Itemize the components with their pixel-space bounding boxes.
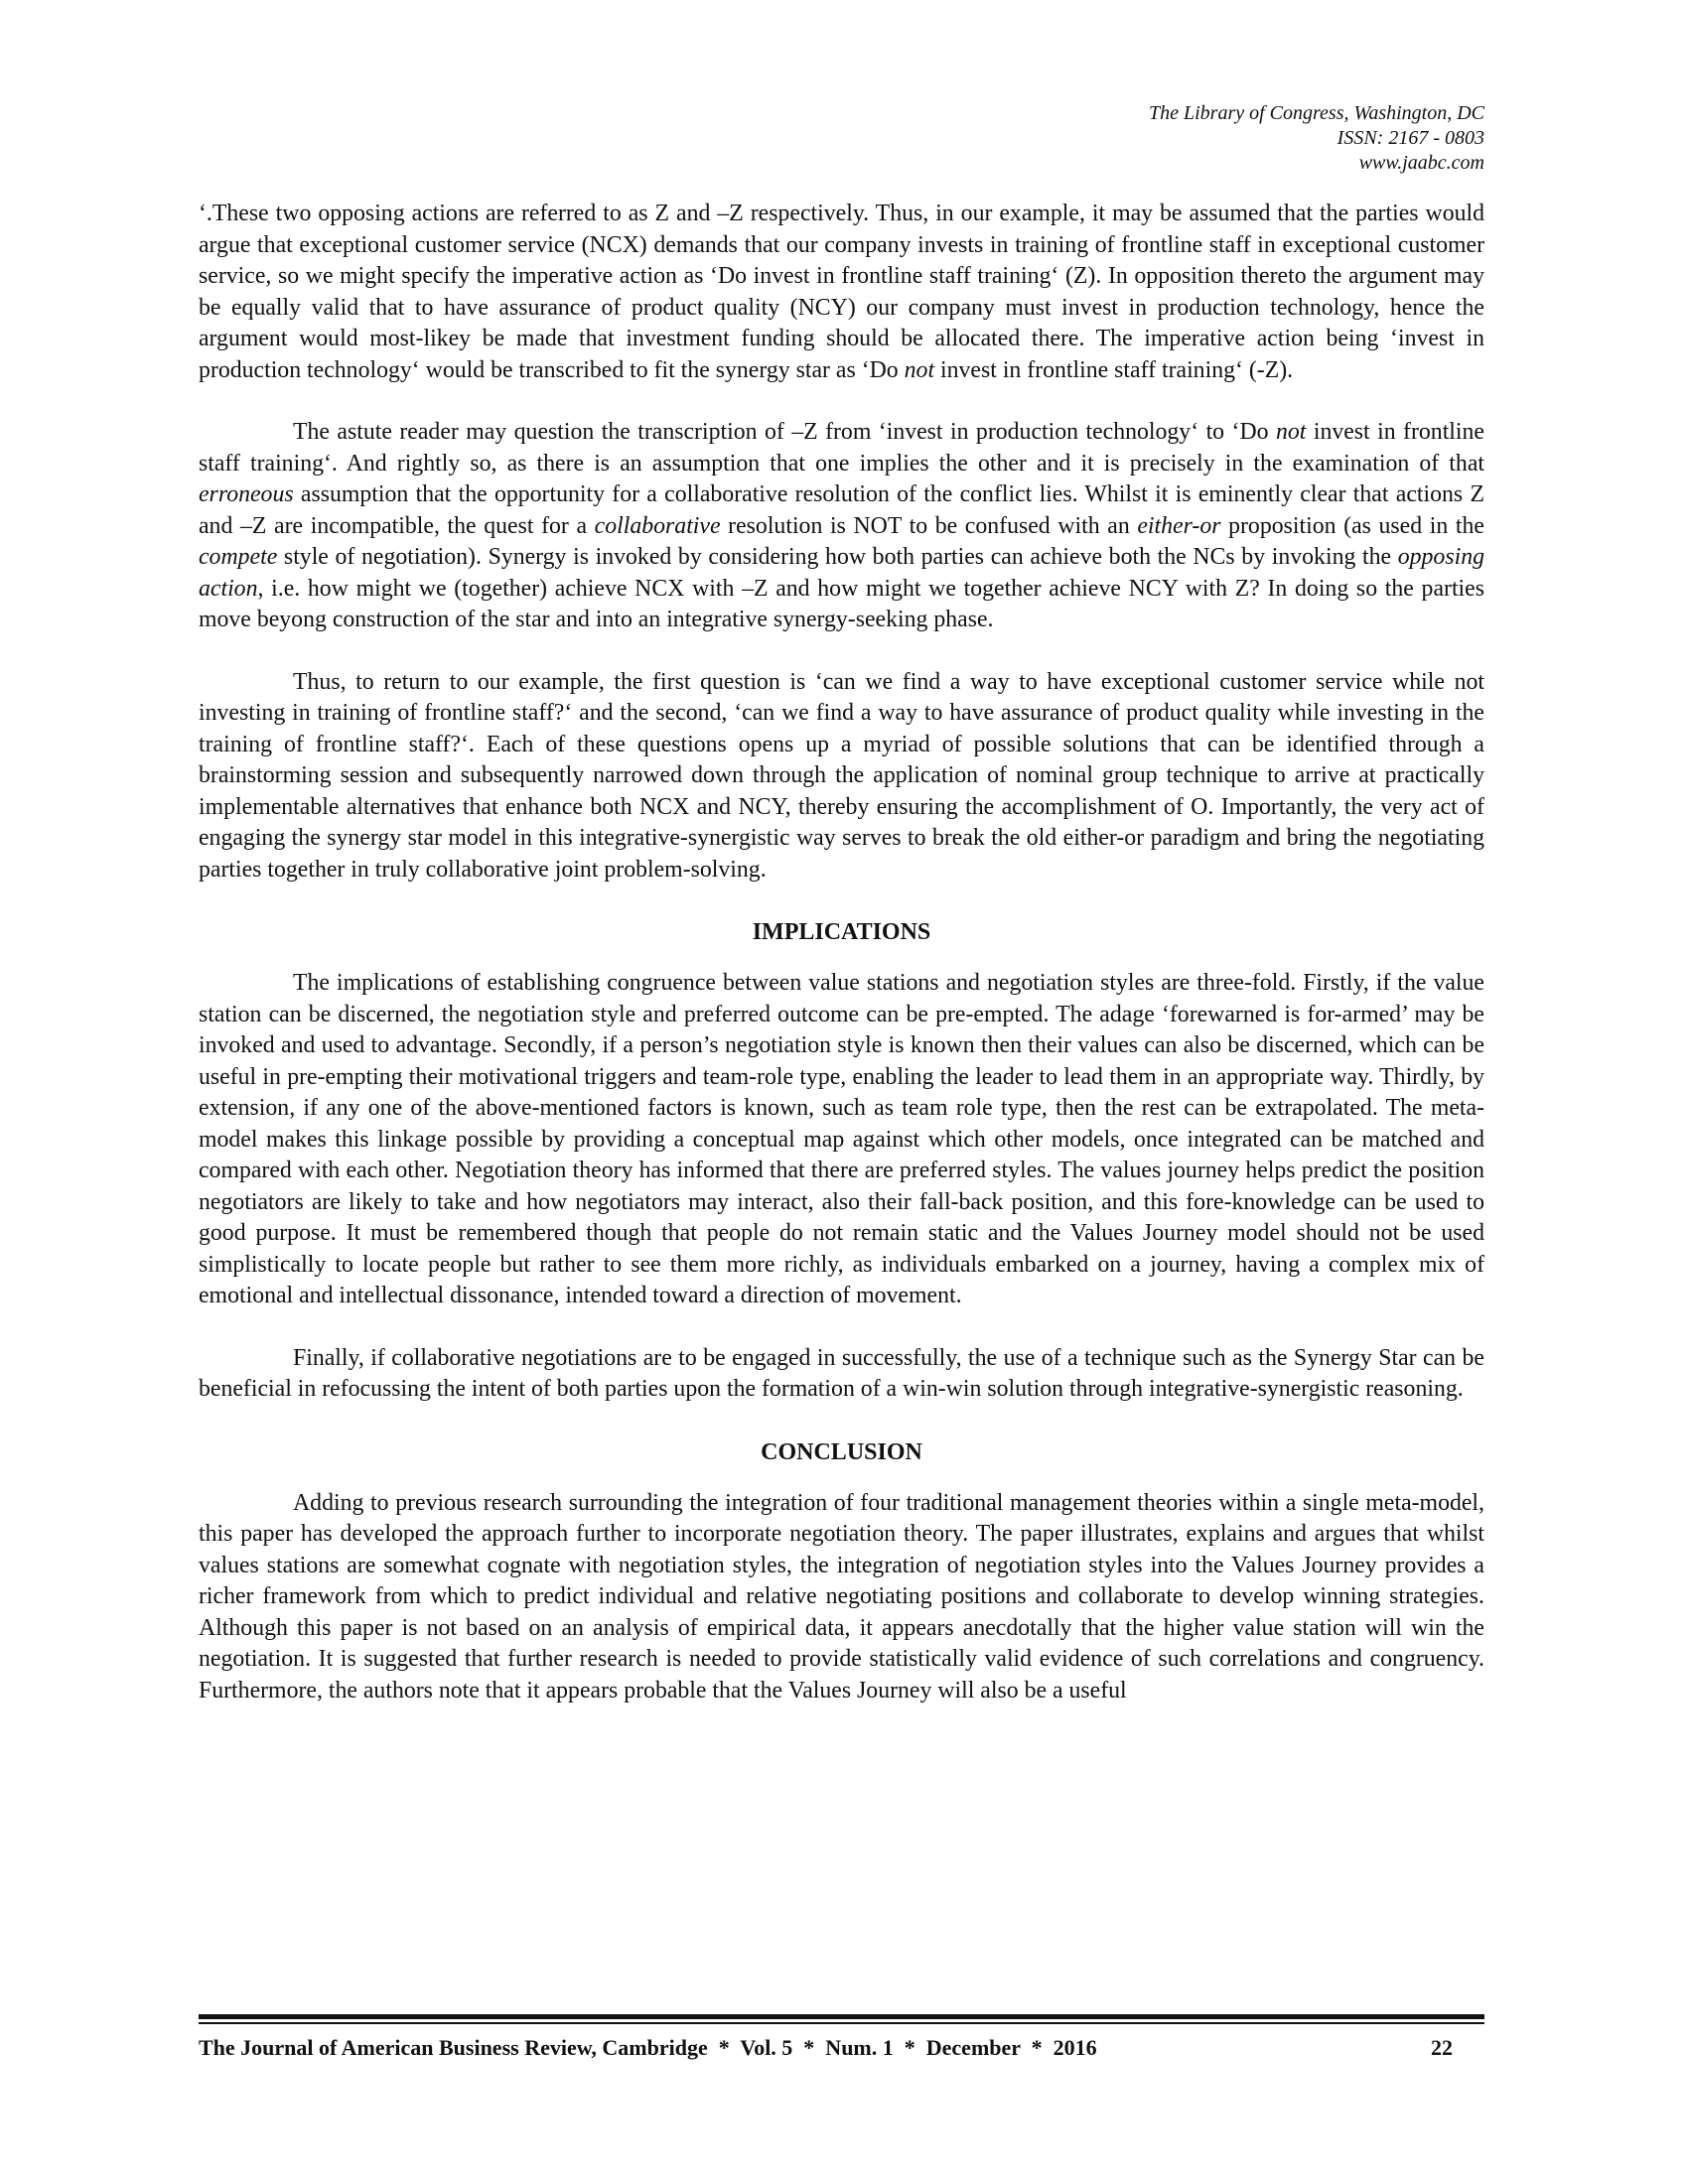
text-run: The astute reader may question the transcription of –Z from ‘invest in production technology‘ to ‘Do: [293, 419, 1276, 445]
text-run: The implications of establishing congruence between value stations and negotiation styles are three-fold. Firstly, if the value station can be discerned, the negotiation style and preferred outcome can be pre-empted. The adage ‘forewarned is for-armed’ may be invoked and used to advantage. Secondly, if a person’s negotiation style is known then their values can also be discerned, which can be useful in pre-empting their motivational triggers and team-role type, enabling the leader to lead them in an appropriate way. Thirdly, by extension, if any one of the above-mentioned factors is known, such as team role type, then the rest can be extrapolated. The meta-model makes this linkage possible by providing a conceptual map against which other models, once integrated can be matched and compared with each other. Negotiation theory has informed that there are preferred styles. The values journey helps predict the position negotiators are likely to take and how negotiators may interact, also their fall-back position, and this fore-knowledge can be used to good purpose. It must be remembered though that people do not remain static and the Values Journey model should not be used simplistically to locate people but rather to see them more richly, as individuals embarked on a journey, having a complex mix of emotional and intellectual dissonance, intended toward a direction of movement.: [199, 970, 1484, 1308]
article-body: [199, 199, 1484, 1706]
page-number: 22: [1431, 2035, 1453, 2060]
text-run: proposition (as used in the: [1220, 512, 1484, 539]
paragraph-4: [199, 968, 1484, 1312]
italic-text: compete: [199, 544, 278, 570]
text-run: invest in frontline staff training‘. And rightly so, as there is an assumption that one implies the other and it is precisely in the examination of that: [199, 419, 1484, 477]
text-run: ‘.These two opposing actions are referred to as Z and –Z respectively. Thus, in our example, it may be assumed that the parties would argue that exceptional customer service (NCX) demands that our company invests in training of frontline staff in exceptional customer service, so we might specify the imperative action as ‘Do invest in frontline staff training‘ (Z). In opposition thereto the argument may be equally valid that to have assurance of product quality (NCY) our company must invest in production technology, hence the argument would most-likey be made that investment funding should be allocated there. The imperative action being ‘invest in production technology‘ would be transcribed to fit the synergy star as ‘Do: [199, 201, 1484, 383]
text-run: style of negotiation). Synergy is invoked by considering how both parties can achieve both the NCs by invoking the: [277, 544, 1398, 570]
italic-text: not: [1275, 419, 1307, 445]
italic-text: erroneous: [199, 481, 294, 507]
section-heading-implications: IMPLICATIONS: [752, 919, 931, 945]
text-run: , i.e. how might we (together) achieve NCX with –Z and how might we together achieve NCY with Z? In doing so the parties move beyong construction of the star and into an integrative synergy-seeking phase.: [199, 575, 1484, 632]
italic-text: not: [904, 356, 935, 383]
section-heading-conclusion: CONCLUSION: [761, 1438, 922, 1465]
running-header: [1149, 101, 1484, 176]
text-run: resolution is NOT to be confused with an: [720, 512, 1138, 539]
text-run: assumption that the opportunity for a collaborative resolution of the conflict lies. Whilst it is eminently clear that actions Z and –Z are incompatible, the quest for a: [199, 481, 1484, 539]
paragraph-3: [199, 667, 1484, 887]
paragraph-5: [199, 1343, 1484, 1406]
header-website: www.jaabc.com: [1358, 152, 1484, 174]
text-run: Adding to previous research surrounding the integration of four traditional management theories within a single meta-model, this paper has developed the approach further to incorporate negotiation theory. The paper illustrates, explains and argues that whilst values stations are somewhat cognate with negotiation styles, the integration of negotiation styles into the Values Journey provides a richer framework from which to predict individual and relative negotiating positions and collaborate to develop winning strategies. Although this paper is not based on an analysis of empirical data, it appears anecdotally that the higher value station will win the negotiation. It is suggested that further research is needed to provide statistically valid evidence of such correlations and congruency. Furthermore, the authors note that it appears probable that the Values Journey will also be a useful: [199, 1489, 1484, 1704]
text-run: Finally, if collaborative negotiations are to be engaged in successfully, the use of a technique such as the Synergy Star can be beneficial in refocussing the intent of both parties upon the formation of a win-win solution through integrative-synergistic reasoning.: [199, 1344, 1484, 1402]
footer-rule-thin: [199, 2022, 1484, 2024]
italic-text: collaborative: [594, 512, 721, 539]
header-library: The Library of Congress, Washington, DC: [1148, 102, 1484, 124]
paragraph-1: [199, 199, 1484, 386]
italic-text: opposing action: [199, 544, 1484, 602]
footer-rule-thick: [199, 2014, 1484, 2019]
paragraph-6: [199, 1488, 1484, 1707]
document-page: [199, 0, 1484, 2184]
paragraph-2: [199, 417, 1484, 636]
italic-text: either-or: [1137, 512, 1221, 539]
header-issn: ISSN: 2167 - 0803: [1336, 127, 1484, 149]
text-run: invest in frontline staff training‘ (-Z).: [934, 356, 1294, 383]
text-run: Thus, to return to our example, the first question is ‘can we find a way to have exceptional customer service while not investing in training of frontline staff?‘ and the second, ‘can we find a way to have assurance of product quality while investing in the training of frontline staff?‘. Each of these questions opens up a myriad of possible solutions that can be identified through a brainstorming session and subsequently narrowed down through the application of nominal group technique to arrive at practically implementable alternatives that enhance both NCX and NCY, thereby ensuring the accomplishment of O. Importantly, the very act of engaging the synergy star model in this integrative-synergistic way serves to break the old either-or paradigm and bring the negotiating parties together in truly collaborative joint problem-solving.: [199, 668, 1484, 883]
footer-journal-citation: The Journal of American Business Review, Cambridge * Vol. 5 * Num. 1 * December * 2016: [199, 2035, 1097, 2060]
